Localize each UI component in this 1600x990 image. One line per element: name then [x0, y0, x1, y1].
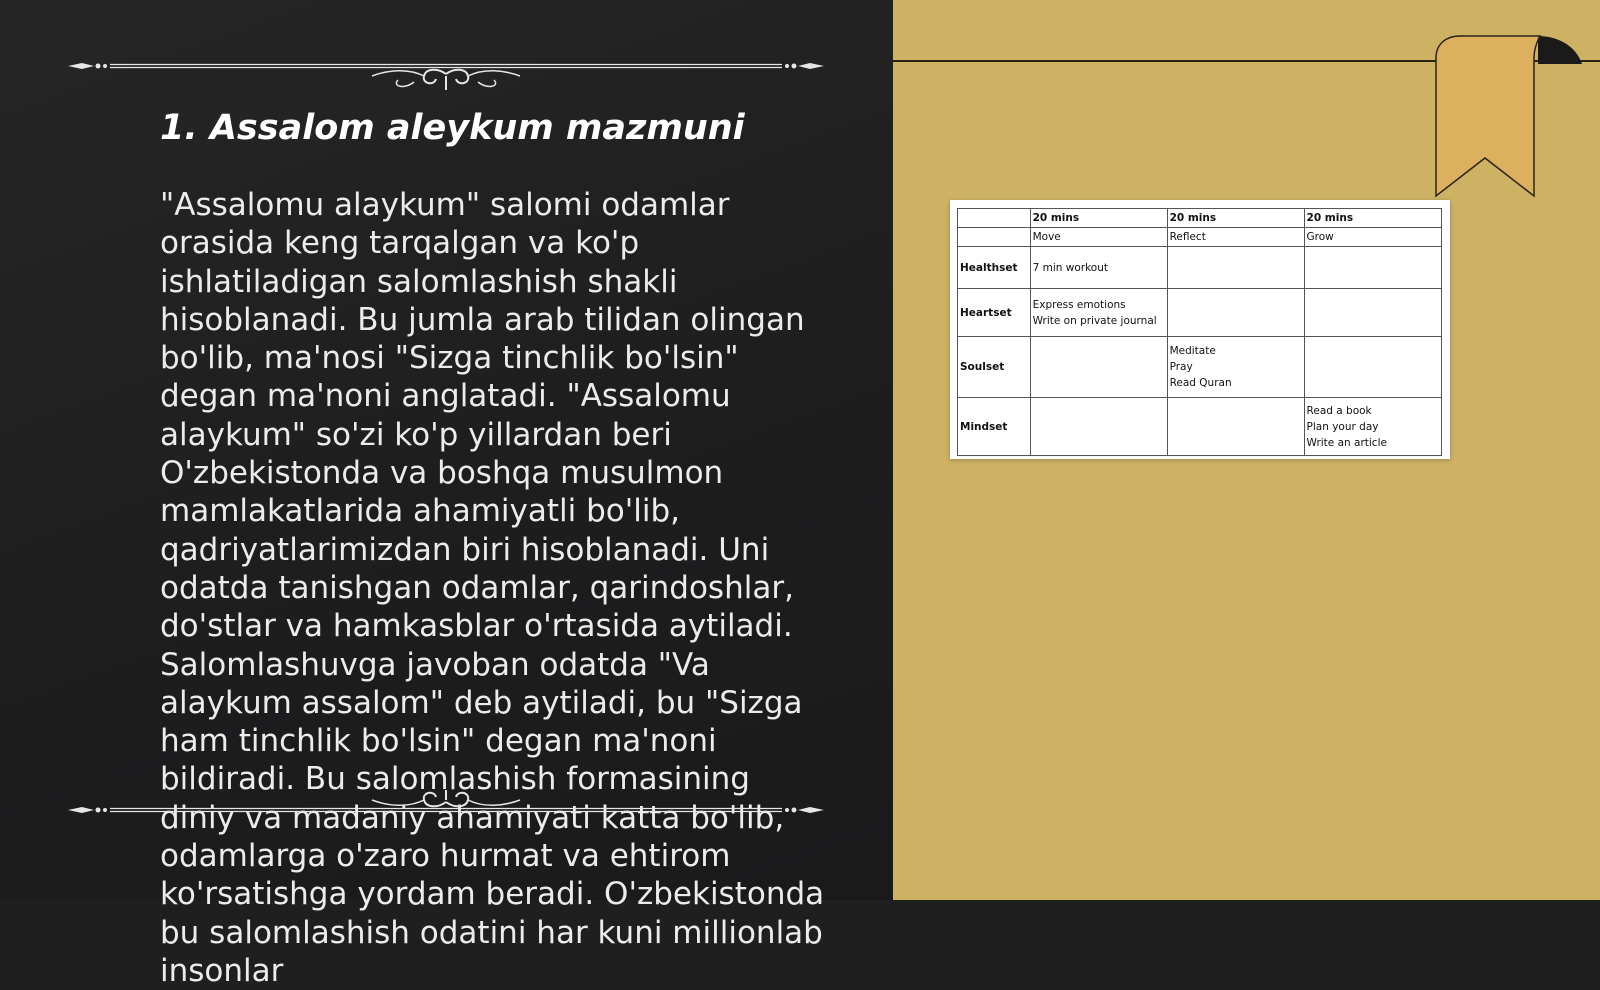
ornament-divider-top	[68, 46, 824, 90]
table-corner-cell	[958, 228, 1031, 247]
table-cell	[1167, 289, 1304, 337]
ornament-divider-bottom	[68, 790, 824, 834]
routine-table	[957, 208, 1442, 456]
table-row-label: Healthset	[958, 247, 1031, 289]
table-row-label: Mindset	[958, 398, 1031, 456]
table-row-label: Soulset	[958, 337, 1031, 398]
table-header-row-durations	[958, 209, 1442, 228]
table-header-activity: Move	[1030, 228, 1167, 247]
table-row	[958, 289, 1442, 337]
routine-table-image	[950, 200, 1450, 459]
table-row	[958, 398, 1442, 456]
bookmark-ribbon-icon	[1436, 36, 1586, 201]
table-header-duration: 20 mins	[1167, 209, 1304, 228]
table-cell	[1167, 398, 1304, 456]
table-cell	[1167, 247, 1304, 289]
table-header-row-activities	[958, 228, 1442, 247]
table-cell: Express emotions Write on private journal	[1030, 289, 1167, 337]
table-header-duration: 20 mins	[1030, 209, 1167, 228]
table-cell	[1030, 398, 1167, 456]
slide-body-text: "Assalomu alaykum" salomi odamlar orasida keng tarqalgan va ko'p ishlatiladigan salomlashish shakli hisoblanadi. Bu jumla arab tilidan olingan bo'lib, ma'nosi "Sizga tinchlik bo'lsin" degan ma'noni anglatadi. "Assalomu alaykum" so'zi ko'p yillardan beri O'zbekistonda va boshqa musulmon mamlakatlarida ahamiyatli bo'lib, qadriyatlarimizdan biri hisoblanadi. Uni odatda tanishgan odamlar, qarindoshlar, do'stlar va hamkasblar o'rtasida aytiladi. Salomlashuvga javoban odatda "Va alaykum assalom" deb aytiladi, bu "Sizga ham tinchlik bo'lsin" degan ma'noni bildiradi. Bu salomlashish formasining diniy va madaniy ahamiyati katta bo'lib, odamlarga o'zaro hurmat va ehtirom ko'rsatishga yordam beradi. O'zbekistonda bu salomlashish odatini har kuni millionlab insonlar	[160, 187, 825, 989]
table-cell	[1304, 247, 1441, 289]
table-corner-cell	[958, 209, 1031, 228]
table-header-activity: Grow	[1304, 228, 1441, 247]
table-row	[958, 337, 1442, 398]
slide-title: 1. Assalom aleykum mazmuni	[160, 108, 745, 148]
table-row-label: Heartset	[958, 289, 1031, 337]
table-cell	[1030, 337, 1167, 398]
table-cell: Read a book Plan your day Write an article	[1304, 398, 1441, 456]
table-cell	[1304, 337, 1441, 398]
table-cell	[1304, 289, 1441, 337]
table-cell: Meditate Pray Read Quran	[1167, 337, 1304, 398]
table-header-duration: 20 mins	[1304, 209, 1441, 228]
table-cell: 7 min workout	[1030, 247, 1167, 289]
table-row	[958, 247, 1442, 289]
table-header-activity: Reflect	[1167, 228, 1304, 247]
